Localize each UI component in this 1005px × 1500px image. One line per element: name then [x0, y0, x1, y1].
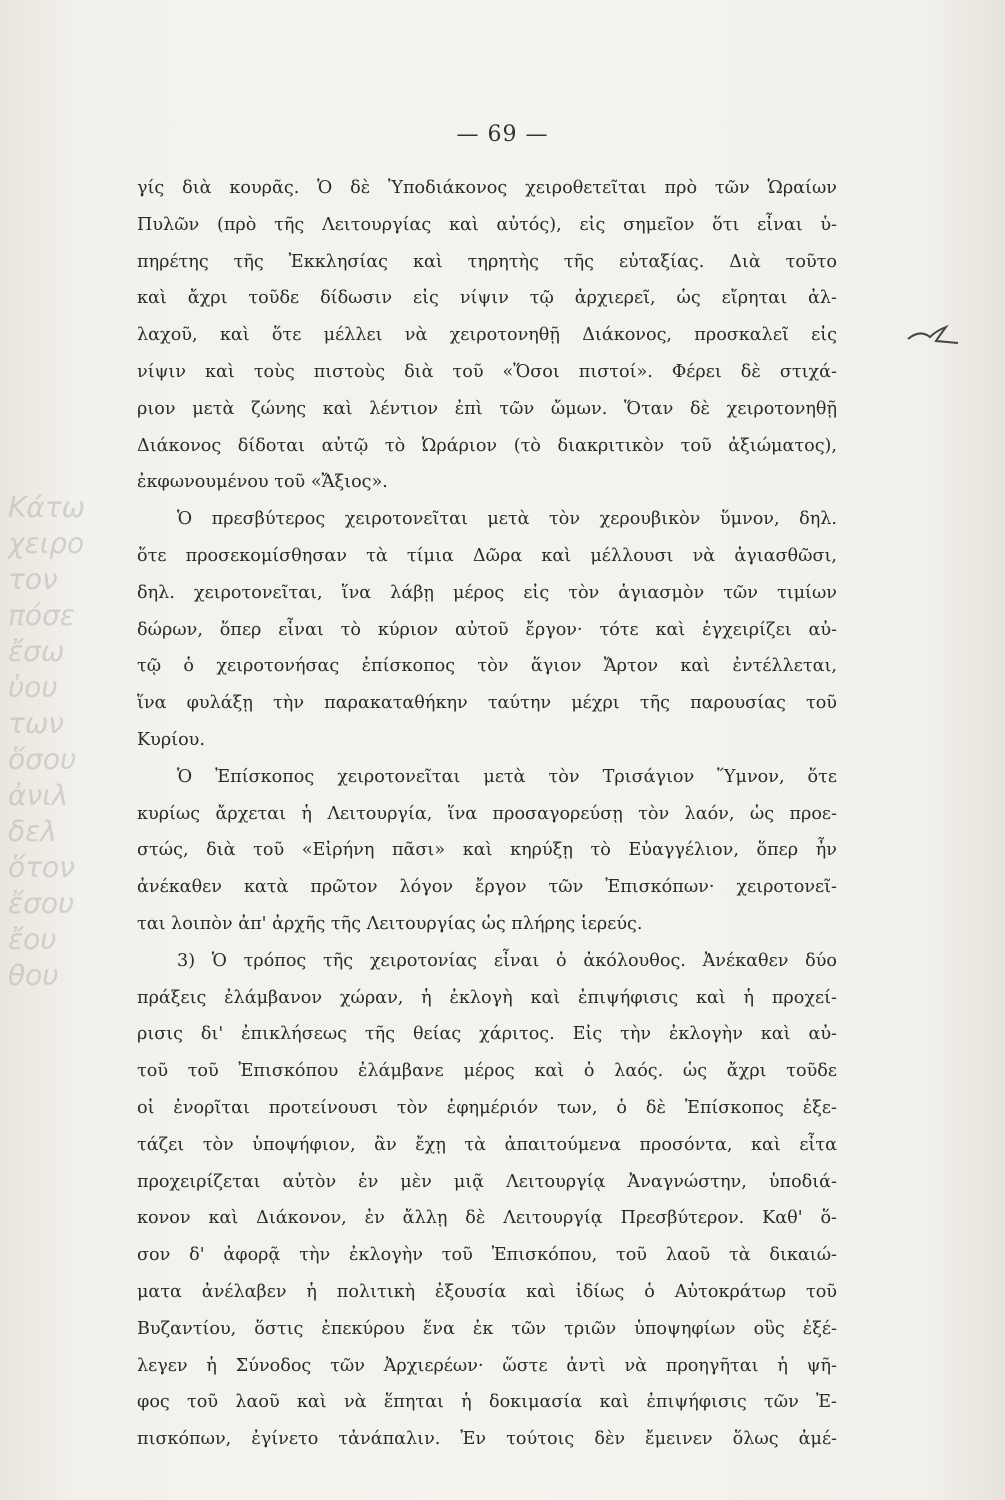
text-line: στώς, διὰ τοῦ «Εἰρήνη πᾶσι» καὶ κηρύξῃ τὸ Εὐαγγέλιον, ὅπερ ἦν — [137, 840, 837, 861]
margin-note: των — [8, 707, 64, 740]
margin-note: τον — [8, 563, 58, 596]
text-line: καὶ ἄχρι τοῦδε δίδωσιν εἰς νίψιν τῷ ἀρχιερεῖ, ὡς εἴρηται ἀλ- — [137, 288, 837, 309]
text-line: τοῦ τοῦ Ἐπισκόπου ἐλάμβανε μέρος καὶ ὁ λαός. ὡς ἄχρι τοῦδε — [137, 1061, 837, 1082]
text-line: φος τοῦ λαοῦ καὶ νὰ ἕπηται ἡ δοκιμασία καὶ ἐπιψήφισις τῶν Ἐ- — [137, 1392, 837, 1413]
text-line: Βυζαντίου, ὅστις ἐπεκύρου ἕνα ἐκ τῶν τριῶν ὑποψηφίων οὓς ἐξέ- — [137, 1318, 837, 1339]
margin-note: ἔσω — [8, 635, 65, 668]
margin-note: ὅσου — [8, 743, 77, 776]
text-line: Κυρίου. — [137, 729, 205, 750]
text-line: λαχοῦ, καὶ ὅτε μέλλει νὰ χειροτονηθῇ Διάκονος, προσκαλεῖ εἰς — [137, 325, 837, 346]
text-line: κονον καὶ Διάκονον, ἐν ἄλλῃ δὲ Λειτουργίᾳ Πρεσβύτερον. Καθ' ὅ- — [137, 1208, 837, 1229]
pencil-margin-notes — [8, 490, 128, 994]
text-line: ἵνα φυλάξῃ τὴν παρακαταθήκην ταύτην μέχρι τῆς παρουσίας τοῦ — [137, 693, 837, 714]
text-line: τῷ ὁ χειροτονήσας ἐπίσκοπος τὸν ἅγιον Ἄρτον καὶ ἐντέλλεται, — [137, 656, 837, 677]
text-line: Ὁ Ἐπίσκοπος χειροτονεῖται μετὰ τὸν Τρισάγιον Ὕμνον, ὅτε — [177, 766, 837, 787]
bird-doodle-icon — [906, 325, 962, 347]
text-line: Πυλῶν (πρὸ τῆς Λειτουργίας καὶ αὐτός), εἰς σημεῖον ὅτι εἶναι ὑ- — [137, 214, 837, 235]
text-line: γίς διὰ κουρᾶς. Ὁ δὲ Ὑποδιάκονος χειροθετεῖται πρὸ τῶν Ὡραίων — [137, 178, 837, 198]
text-line: οἱ ἐνορῖται προτείνουσι τὸν ἐφημέριόν των, ὁ δὲ Ἐπίσκοπος ἐξε- — [137, 1097, 837, 1118]
margin-note: Κάτω — [8, 491, 86, 524]
margin-note: ἔου — [8, 923, 57, 956]
text-line: ὅτε προσεκομίσθησαν τὰ τίμια Δῶρα καὶ μέλλουσι νὰ ἁγιασθῶσι, — [137, 545, 837, 566]
text-line: πισκόπων, ἐγίνετο τἀνάπαλιν. Ἐν τούτοις δὲν ἔμεινεν ὅλως ἀμέ- — [137, 1429, 837, 1450]
text-line: δηλ. χειροτονεῖται, ἵνα λάβῃ μέρος εἰς τὸν ἁγιασμὸν τῶν τιμίων — [137, 582, 837, 603]
margin-note: ἀνιλ — [8, 779, 69, 812]
margin-note: ὑου — [8, 671, 58, 704]
page-number: — 69 — — [456, 122, 549, 147]
text-line: ται λοιπὸν ἀπ' ἀρχῆς τῆς Λειτουργίας ὡς πλήρης ἱερεύς. — [137, 913, 643, 934]
margin-note: πόσε — [8, 599, 75, 632]
text-line: λεγεν ἡ Σύνοδος τῶν Ἀρχιερέων· ὥστε ἀντὶ νὰ προηγῆται ἡ ψῆ- — [137, 1355, 837, 1376]
margin-note: ὅτον — [8, 851, 75, 884]
text-line: ἐκφωνουμένου τοῦ «Ἄξιος». — [137, 472, 388, 493]
text-line: 3) Ὁ τρόπος τῆς χειροτονίας εἶναι ὁ ἀκόλουθος. Ἀνέκαθεν δύο — [177, 950, 837, 971]
margin-note: θου — [8, 959, 59, 992]
text-line: προχειρίζεται αὐτὸν ἐν μὲν μιᾷ Λειτουργίᾳ Ἀναγνώστην, ὑποδιά- — [137, 1171, 837, 1192]
text-line: Ὁ πρεσβύτερος χειροτονεῖται μετὰ τὸν χερουβικὸν ὕμνον, δηλ. — [177, 509, 837, 530]
margin-note: ἔσου — [8, 887, 75, 920]
text-line: ριον μετὰ ζώνης καὶ λέντιον ἐπὶ τῶν ὤμων. Ὅταν δὲ χειροτονηθῇ — [137, 398, 837, 419]
margin-note: δελ — [8, 815, 57, 848]
text-line: πράξεις ἐλάμβανον χώραν, ἡ ἐκλογὴ καὶ ἐπιψήφισις καὶ ἡ προχεί- — [137, 987, 837, 1008]
text-line: Διάκονος δίδοται αὐτῷ τὸ Ὠράριον (τὸ διακριτικὸν τοῦ ἀξιώματος), — [137, 435, 837, 456]
text-line: δώρων, ὅπερ εἶναι τὸ κύριον αὐτοῦ ἔργον· τότε καὶ ἐγχειρίζει αὐ- — [137, 619, 837, 640]
text-line: κυρίως ἄρχεται ἡ Λειτουργία, ἵνα προσαγορεύσῃ τὸν λαόν, ὡς προε- — [137, 803, 837, 824]
text-line: πηρέτης τῆς Ἐκκλησίας καὶ τηρητὴς τῆς εὐταξίας. Διὰ τοῦτο — [137, 251, 837, 272]
text-line: ἀνέκαθεν κατὰ πρῶτον λόγον ἔργον τῶν Ἐπισκόπων· χειροτονεῖ- — [137, 877, 837, 898]
text-line: ρισις δι' ἐπικλήσεως τῆς θείας χάριτος. Εἰς τὴν ἐκλογὴν καὶ αὐ- — [137, 1024, 837, 1045]
body-text — [137, 170, 837, 1458]
text-line: ματα ἀνέλαβεν ἡ πολιτικὴ ἐξουσία καὶ ἰδίως ὁ Αὐτοκράτωρ τοῦ — [137, 1281, 837, 1302]
text-line: νίψιν καὶ τοὺς πιστοὺς διὰ τοῦ «Ὅσοι πιστοί». Φέρει δὲ στιχά- — [137, 361, 837, 382]
text-line: σον δ' ἀφορᾷ τὴν ἐκλογὴν τοῦ Ἐπισκόπου, τοῦ λαοῦ τὰ δικαιώ- — [137, 1245, 837, 1266]
text-line: τάζει τὸν ὑποψήφιον, ἂν ἔχῃ τὰ ἀπαιτούμενα προσόντα, καὶ εἶτα — [137, 1134, 837, 1155]
margin-note: χειρο — [8, 527, 85, 560]
